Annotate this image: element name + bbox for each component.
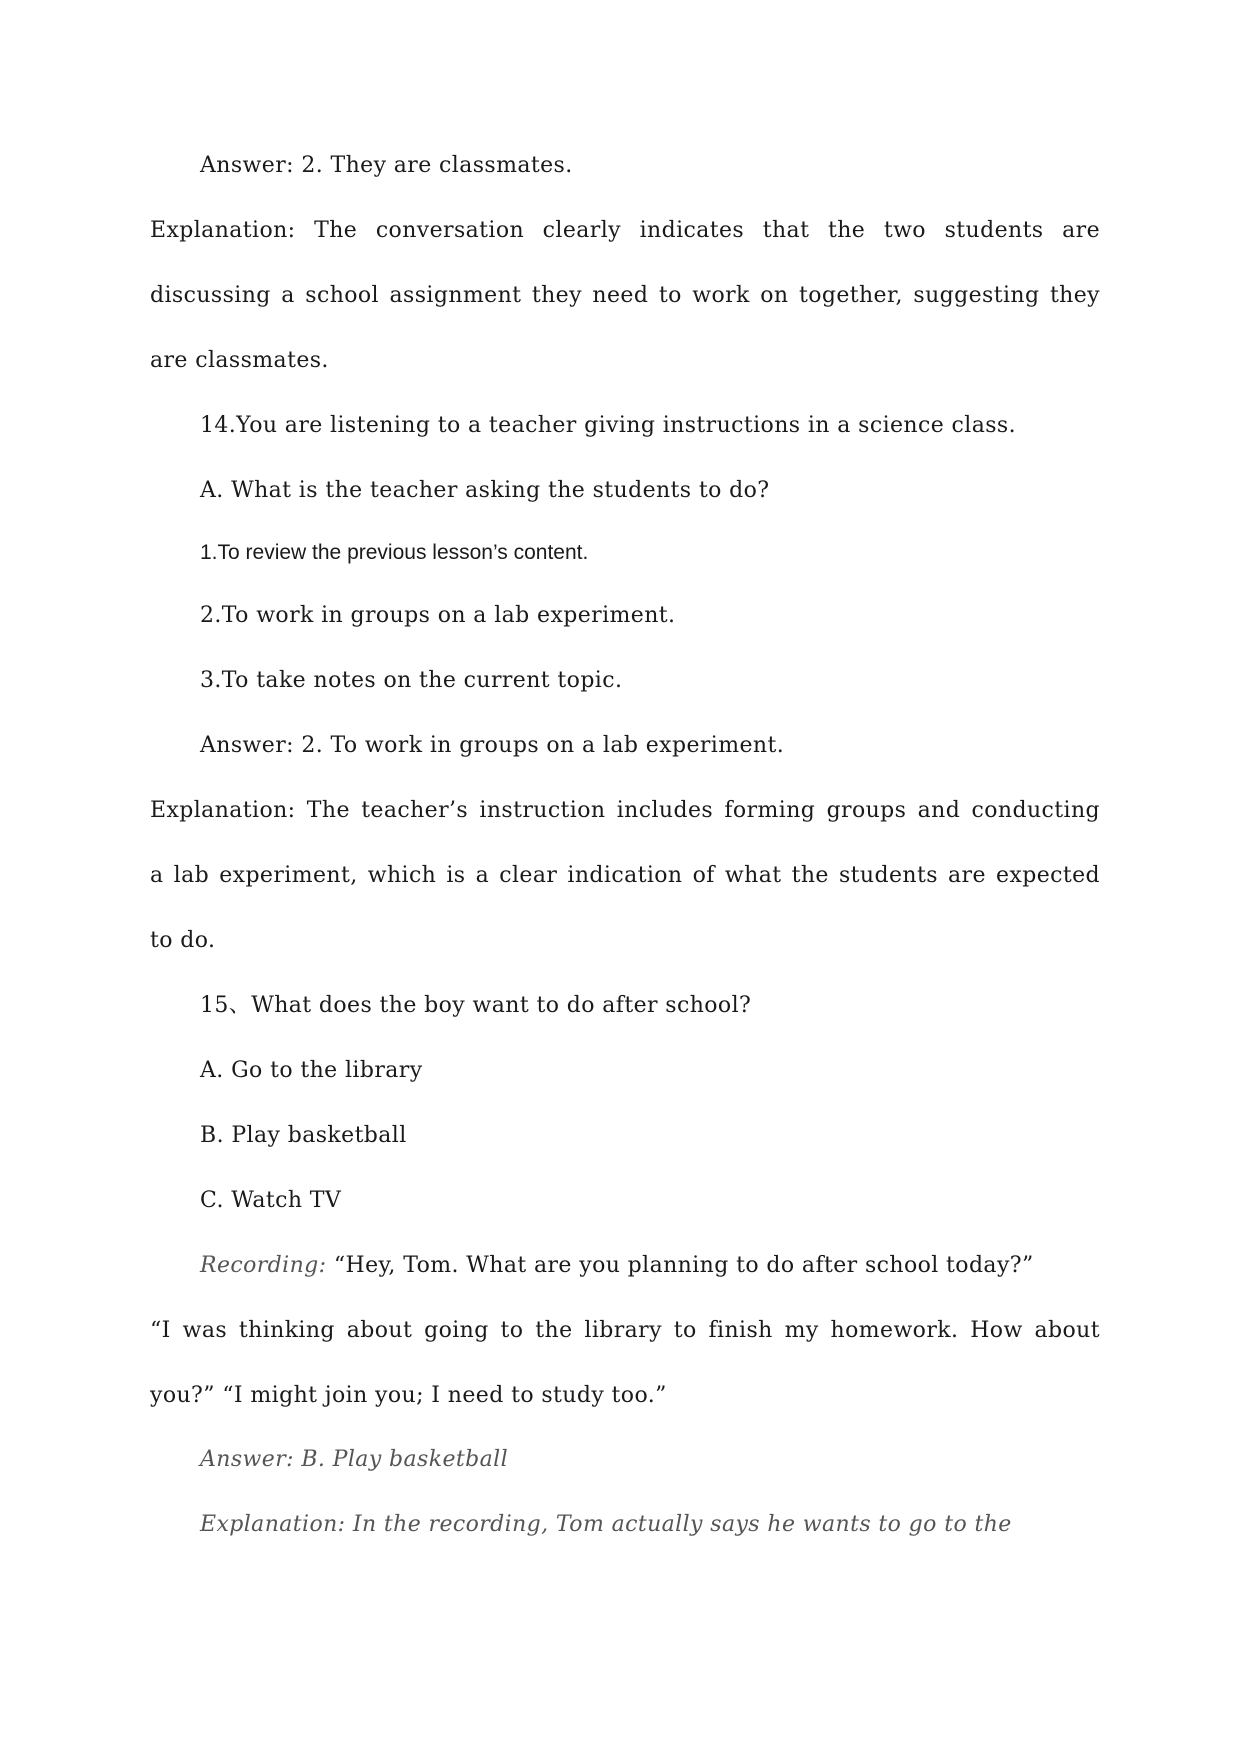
explanation-15-line-1: Explanation: In the recording, Tom actually says he wants to go to the bbox=[200, 1512, 1012, 1537]
question-14-part-a: A. What is the teacher asking the students to do? bbox=[200, 478, 770, 503]
answer-15: Answer: B. Play basketball bbox=[200, 1447, 509, 1472]
explanation-14-line-2: a lab experiment, which is a clear indication of what the students are expected bbox=[150, 863, 1100, 888]
answer-14: Answer: 2. To work in groups on a lab experiment. bbox=[200, 733, 785, 758]
recording-line-3: you?” “I might join you; I need to study too.” bbox=[150, 1383, 667, 1408]
explanation-13-line-2: discussing a school assignment they need to work on together, suggesting they bbox=[150, 283, 1100, 308]
recording-line-1 bbox=[200, 1251, 1100, 1281]
recording-quote-1: “Hey, Tom. What are you planning to do after school today?” bbox=[333, 1253, 1034, 1278]
explanation-13-line-3: are classmates. bbox=[150, 348, 329, 373]
option-15-a: A. Go to the library bbox=[200, 1058, 423, 1083]
explanation-14-line-3: to do. bbox=[150, 928, 216, 953]
recording-line-2: “I was thinking about going to the library to finish my homework. How about bbox=[150, 1318, 1100, 1343]
option-14-3: 3.To take notes on the current topic. bbox=[200, 668, 623, 693]
explanation-14-line-1: Explanation: The teacher’s instruction includes forming groups and conducting bbox=[150, 798, 1100, 823]
option-14-2: 2.To work in groups on a lab experiment. bbox=[200, 603, 676, 628]
option-15-c: C. Watch TV bbox=[200, 1188, 342, 1213]
option-14-1: 1.To review the previous lesson’s content. bbox=[200, 541, 589, 564]
question-15: 15、What does the boy want to do after school? bbox=[200, 993, 752, 1018]
option-15-b: B. Play basketball bbox=[200, 1123, 407, 1148]
question-14: 14.You are listening to a teacher giving instructions in a science class. bbox=[200, 413, 1016, 438]
explanation-13-line-1: Explanation: The conversation clearly indicates that the two students are bbox=[150, 218, 1100, 243]
answer-13: Answer: 2. They are classmates. bbox=[200, 153, 573, 178]
recording-label: Recording: bbox=[200, 1253, 327, 1278]
